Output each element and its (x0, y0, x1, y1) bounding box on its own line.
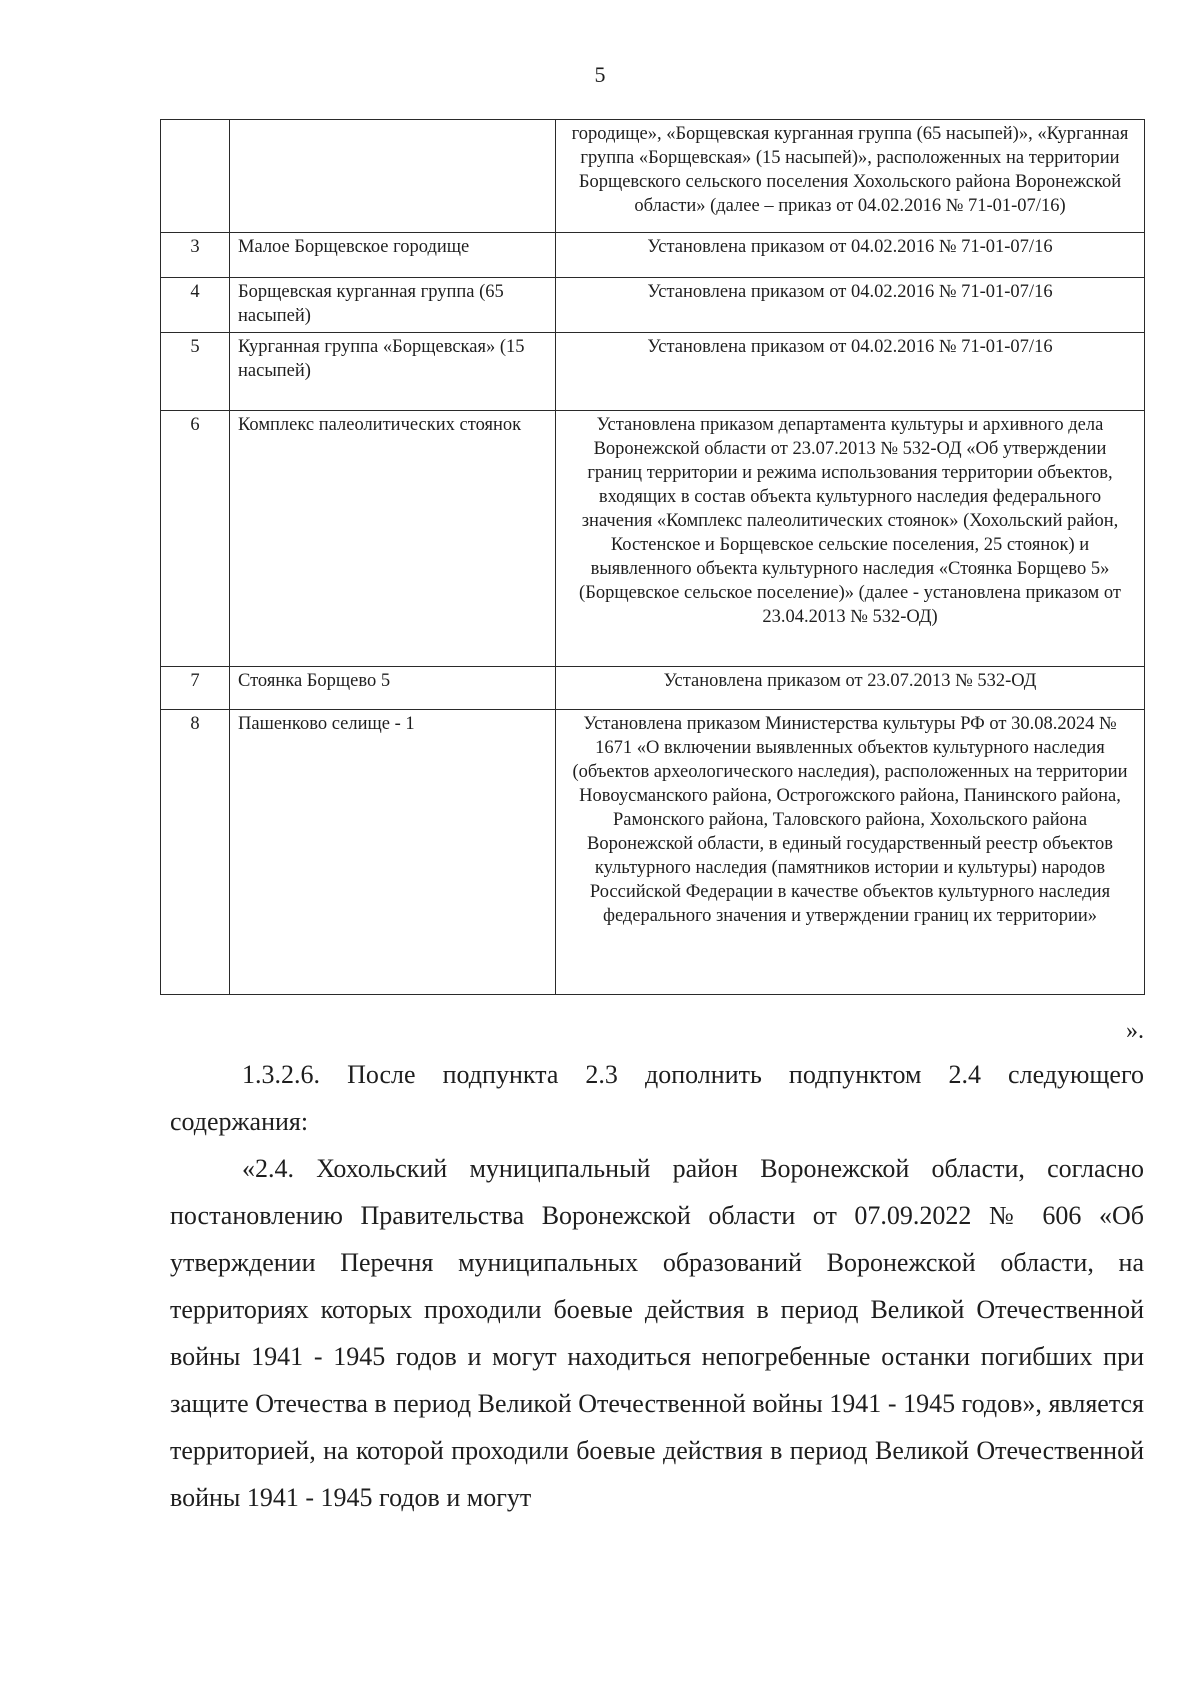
object-name: Стоянка Борщево 5 (230, 667, 556, 710)
object-name: Борщевская курганная группа (65 насыпей) (230, 278, 556, 333)
boundary-basis: Установлена приказом департамента культуры и архивного дела Воронежской области от 23.07.2013 № 532-ОД «Об утверждении границ территории и режима использования территории объектов, входящих в состав объекта культурного наследия федерального значения «Комплекс палеолитических стоянок» (Хохольский район, Костенское и Борщевское сельские поселения, 25 стоянок) и выявленного объекта культурного наследия «Стоянка Борщево 5» (Борщевское сельское поселение)» (далее - установлена приказом от 23.04.2013 № 532-ОД) (556, 411, 1145, 667)
paragraph: «2.4. Хохольский муниципальный район Воронежской области, согласно постановлению Правительства Воронежской области от 07.09.2022 № 606 «Об утверждении Перечня муниципальных образований Воронежской области, на территориях которых проходили боевые действия в период Великой Отечественной войны 1941 - 1945 годов и могут находиться непогребенные останки погибших при защите Отечества в период Великой Отечественной войны 1941 - 1945 годов», является территорией, на которой проходили боевые действия в период Великой Отечественной войны 1941 - 1945 годов и могут (170, 1154, 1144, 1512)
table-row (161, 710, 1145, 995)
table-row (161, 233, 1145, 278)
table-row (161, 667, 1145, 710)
heritage-objects-table (160, 119, 1145, 995)
object-name: Комплекс палеолитических стоянок (230, 411, 556, 667)
row-number: 4 (161, 278, 230, 333)
table-row (161, 278, 1145, 333)
row-number: 6 (161, 411, 230, 667)
table-row (161, 120, 1145, 233)
row-number: 7 (161, 667, 230, 710)
boundary-basis: Установлена приказом от 04.02.2016 № 71-01-07/16 (556, 233, 1145, 278)
boundary-basis: Установлена приказом от 04.02.2016 № 71-01-07/16 (556, 333, 1145, 411)
row-number: 5 (161, 333, 230, 411)
page-number: 5 (594, 62, 606, 87)
row-number: 3 (161, 233, 230, 278)
object-name: Курганная группа «Борщевская» (15 насыпей) (230, 333, 556, 411)
table-row (161, 411, 1145, 667)
body-text (170, 1051, 1144, 1521)
boundary-basis: Установлена приказом Министерства культуры РФ от 30.08.2024 № 1671 «О включении выявленных объектов культурного наследия (объектов археологического наследия), расположенных на территории Новоусманского района, Острогожского района, Панинского района, Рамонского района, Таловского района, Хохольского района Воронежской области, в единый государственный реестр объектов культурного наследия (памятников истории и культуры) народов Российской Федерации в качестве объектов культурного наследия федерального значения и утверждении границ их территории» (556, 710, 1145, 995)
boundary-basis: городище», «Борщевская курганная группа (65 насыпей)», «Курганная группа «Борщевская» (15 насыпей)», расположенных на территории Борщевского сельского поселения Хохольского района Воронежской области» (далее – приказ от 04.02.2016 № 71-01-07/16) (556, 120, 1145, 233)
object-name: Малое Борщевское городище (230, 233, 556, 278)
row-number: 8 (161, 710, 230, 995)
object-name (230, 120, 556, 233)
object-name: Пашенково селище - 1 (230, 710, 556, 995)
paragraph: 1.3.2.6. После подпункта 2.3 дополнить подпунктом 2.4 следующего содержания: (170, 1060, 1144, 1136)
row-number (161, 120, 230, 233)
table-row (161, 333, 1145, 411)
boundary-basis: Установлена приказом от 04.02.2016 № 71-01-07/16 (556, 278, 1145, 333)
boundary-basis: Установлена приказом от 23.07.2013 № 532-ОД (556, 667, 1145, 710)
closing-quote: ». (1126, 1018, 1144, 1044)
